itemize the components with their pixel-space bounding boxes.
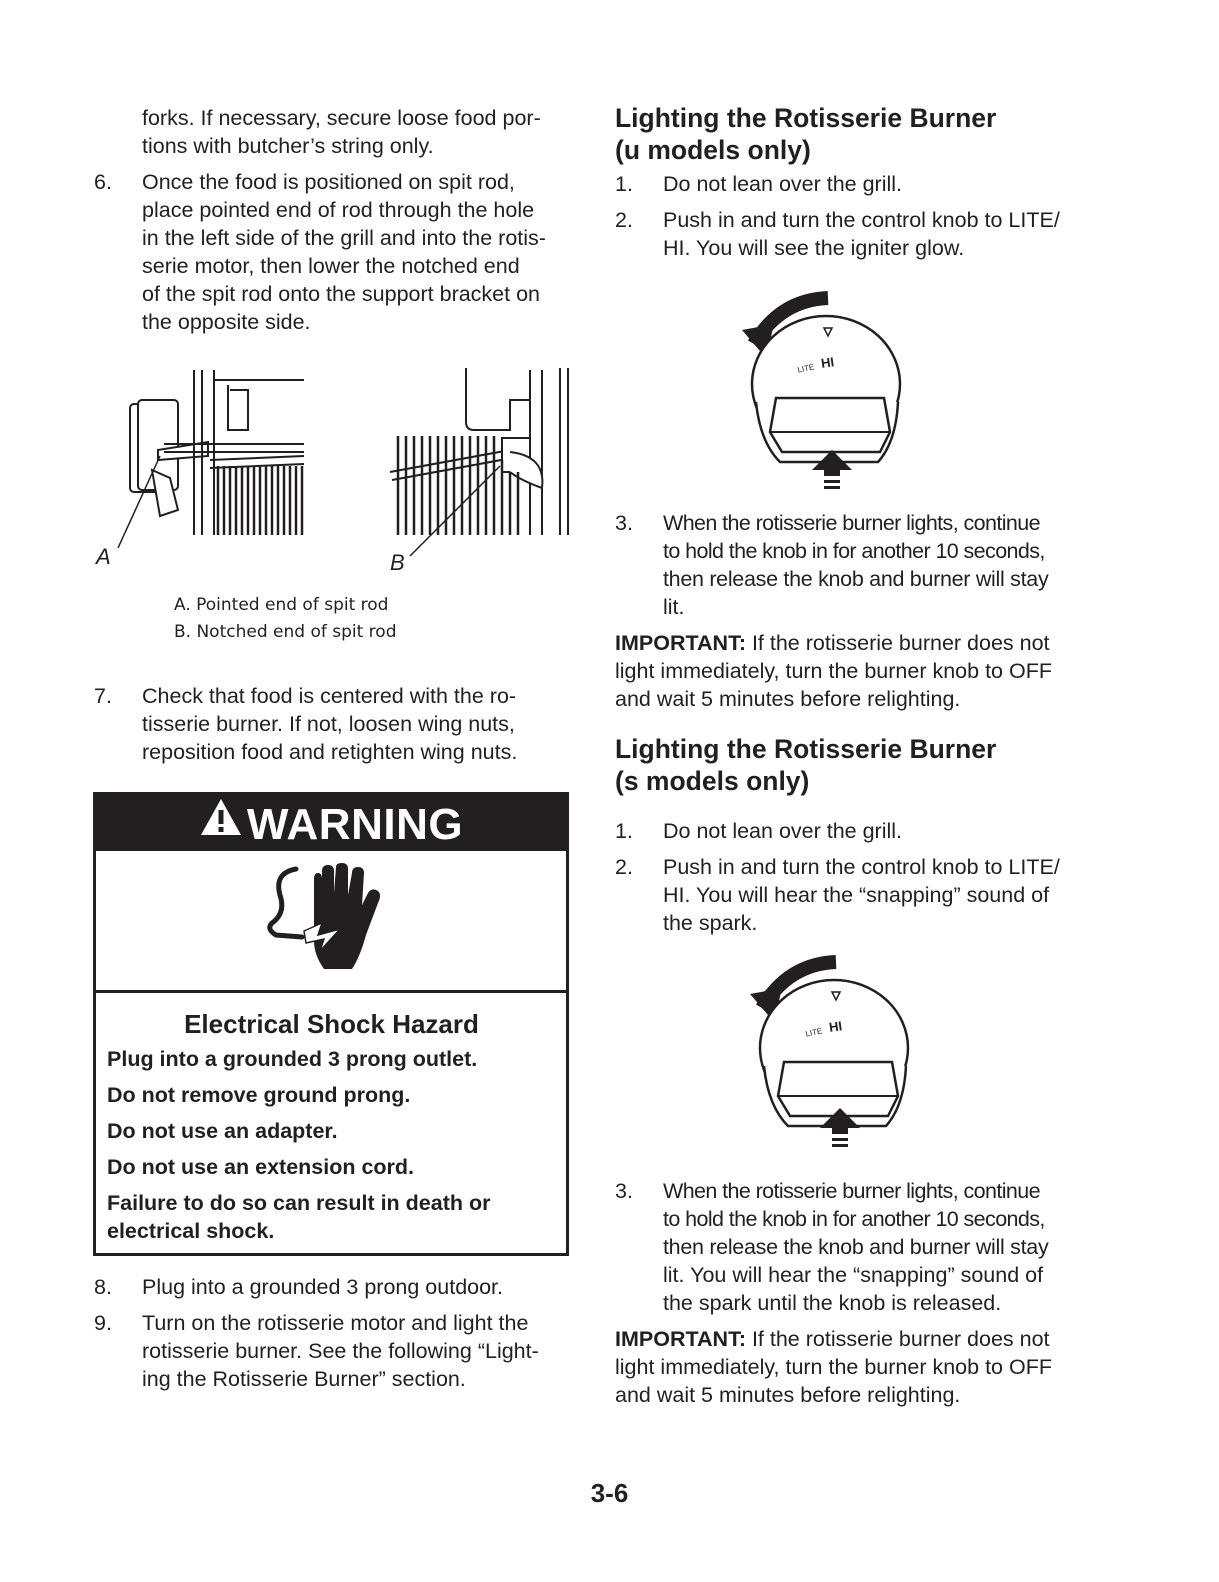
step-number: 2. — [615, 855, 633, 879]
important-note-u: IMPORTANT: If the rotisserie burner does not light immediately, turn the burner knob to OFF and wait 5 minutes before relighting. — [615, 631, 1052, 711]
section-heading-u: Lighting the Rotisserie Burner (u models only) — [615, 103, 997, 165]
caption-a: A. Pointed end of spit rod — [174, 595, 389, 615]
figure-a-grate — [218, 466, 302, 535]
right-section-u — [615, 102, 1093, 262]
electrical-shock-hand-icon — [262, 865, 382, 977]
knob-hi-label: HI — [828, 1018, 844, 1035]
left-column — [94, 104, 568, 336]
figure-label-a: A — [96, 544, 111, 569]
left-column-step7 — [94, 682, 568, 766]
warning-icon-area — [96, 851, 566, 993]
page-number: 3-6 — [590, 1478, 629, 1508]
u-step-1: 1. Do not lean over the grill. — [615, 172, 903, 196]
step-number: 7. — [94, 684, 112, 708]
step-number: 2. — [615, 208, 633, 232]
step-number: 8. — [94, 1275, 112, 1299]
step-number: 6. — [94, 170, 112, 194]
u-step-2: 2. Push in and turn the control knob to LITE/ HI. You will see the igniter glow. — [615, 208, 1060, 260]
warning-box — [93, 792, 569, 1256]
warning-line: Plug into a grounded 3 prong outlet. — [107, 1047, 478, 1071]
figure-caption — [174, 592, 397, 646]
step-7: 7. Check that food is centered with the ro- tisserie burner. If not, loosen wing nuts, reposition food and retighten wing nuts. — [94, 684, 518, 764]
warning-body — [96, 993, 566, 1245]
warning-header — [96, 795, 566, 851]
knob-lite-label: LITE — [796, 362, 816, 375]
u-step-3: 3. When the rotisserie burner lights, continue to hold the knob in for another 10 seconds, then release the knob and burner will stay lit. — [615, 511, 1049, 619]
s-step-2: 2. Push in and turn the control knob to LITE/ HI. You will hear the “snapping” sound of the spark. — [615, 855, 1060, 935]
step-6: 6. Once the food is positioned on spit rod, place pointed end of rod through the hole in the left side of the grill and into the rotis- serie motor, then lower the notched end of the spit rod onto the support bracket on the opposite side. — [94, 170, 546, 334]
control-knob-illustration-u — [740, 292, 910, 492]
step-number: 3. — [615, 1179, 633, 1203]
section-heading-s: Lighting the Rotisserie Burner (s models only) — [615, 734, 997, 796]
knob-lite-label: LITE — [804, 1026, 824, 1039]
important-label: IMPORTANT: — [615, 1327, 746, 1351]
warning-triangle-icon — [199, 793, 243, 853]
step-number: 3. — [615, 511, 633, 535]
step-number: 9. — [94, 1311, 112, 1335]
right-section-s-continued — [615, 1177, 1089, 1409]
step-number: 1. — [615, 819, 633, 843]
warning-header-text: WARNING — [246, 800, 464, 849]
warning-line: Do not use an extension cord. — [107, 1155, 415, 1179]
caption-b: B. Notched end of spit rod — [174, 622, 397, 642]
right-section-u-continued — [615, 509, 1089, 713]
left-column-steps-8-9 — [94, 1273, 568, 1393]
figure-label-b: B — [390, 550, 405, 575]
important-note-s: IMPORTANT: If the rotisserie burner does not light immediately, turn the burner knob to OFF and wait 5 minutes before relighting. — [615, 1327, 1052, 1407]
step-9: 9. Turn on the rotisserie motor and light the rotisserie burner. See the following “Light- ing the Rotisserie Burner” section. — [94, 1311, 539, 1391]
step-8: 8. Plug into a grounded 3 prong outdoor. — [94, 1275, 504, 1299]
important-label: IMPORTANT: — [615, 631, 746, 655]
s-step-3: 3. When the rotisserie burner lights, continue to hold the knob in for another 10 seconds, then release the knob and burner will stay lit. You will hear the “snapping” sound of the spark until the knob is released. — [615, 1179, 1049, 1315]
s-step-1: 1. Do not lean over the grill. — [615, 819, 903, 843]
right-section-s — [615, 733, 1093, 937]
warning-line: Do not use an adapter. — [107, 1119, 338, 1143]
warning-consequence: Failure to do so can result in death or electrical shock. — [107, 1191, 491, 1243]
step-number: 1. — [615, 172, 633, 196]
control-knob-illustration-s — [748, 956, 918, 1156]
spit-rod-illustration — [90, 360, 580, 580]
intro-paragraph: forks. If necessary, secure loose food por- tions with butcher’s string only. — [142, 106, 541, 158]
knob-hi-label: HI — [820, 354, 836, 371]
warning-title: Electrical Shock Hazard — [184, 1009, 479, 1039]
warning-line: Do not remove ground prong. — [107, 1083, 411, 1107]
